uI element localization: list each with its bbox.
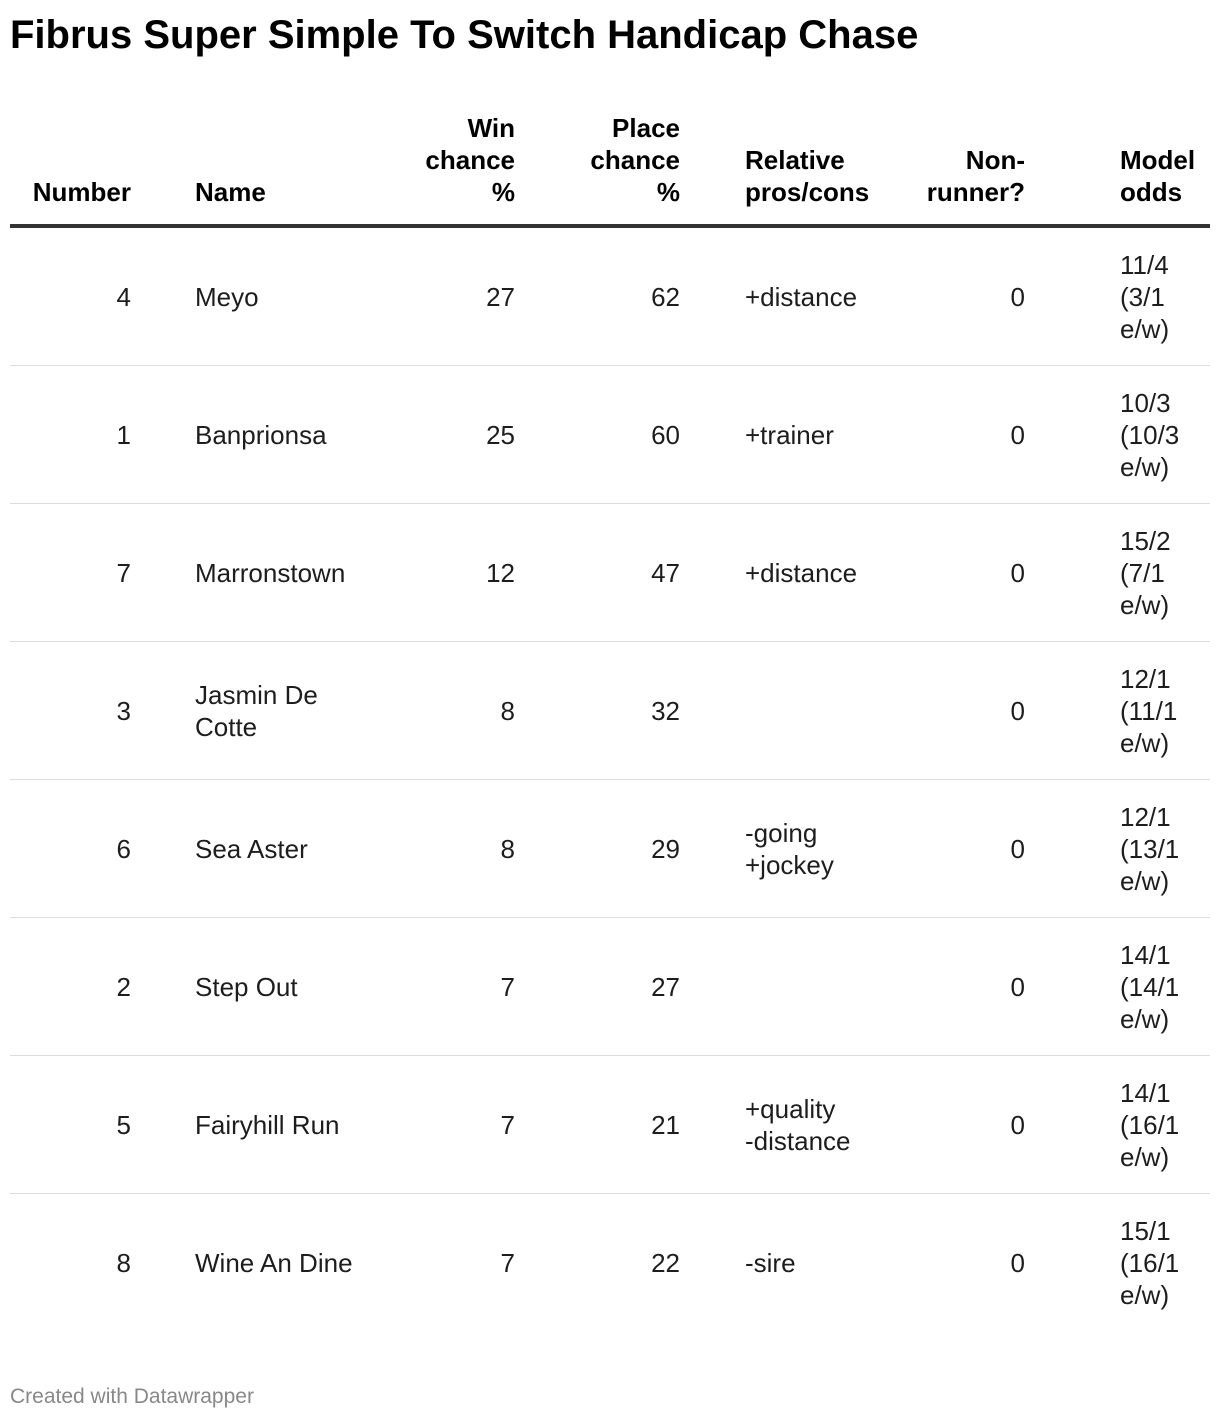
cell-name: Marronstown: [185, 504, 360, 642]
table-row: [10, 1194, 1210, 1332]
table-row: [10, 1056, 1210, 1194]
cell-place-chance: 60: [515, 366, 680, 504]
cell-model-odds: 14/1 (14/1 e/w): [1055, 918, 1210, 1056]
cell-win-chance: 12: [360, 504, 515, 642]
cell-place-chance: 22: [651, 1247, 680, 1278]
table-body: [10, 226, 1210, 1331]
cell-non-runner: 0: [880, 780, 1055, 918]
cell-win-chance: 7: [360, 1056, 515, 1194]
column-header-non-runner: Non- runner?: [880, 112, 1055, 226]
cell-number: 8: [116, 1247, 131, 1278]
cell-non-runner: 0: [1010, 1247, 1025, 1278]
table-row: [10, 642, 1210, 780]
table-row: [10, 918, 1210, 1056]
cell-pros-cons: +quality -distance: [680, 1056, 880, 1194]
cell-name: Wine An Dine: [195, 1247, 353, 1278]
column-header-place-chance: Place chance %: [515, 112, 680, 226]
cell-pros-cons: +distance: [680, 504, 880, 642]
column-header-pros-cons: Relative pros/cons: [680, 112, 880, 226]
cell-number: 2: [10, 918, 185, 1056]
cell-number: 3: [10, 642, 185, 780]
cell-name: Fairyhill Run: [185, 1056, 360, 1194]
chart-title: Fibrus Super Simple To Switch Handicap Chase: [10, 13, 919, 57]
table-row: [10, 780, 1210, 918]
cell-model-odds: 12/1 (13/1 e/w): [1055, 780, 1210, 918]
cell-model-odds: 15/2 (7/1 e/w): [1055, 504, 1210, 642]
cell-pros-cons: -sire: [745, 1247, 796, 1278]
credit-footer: Created with Datawrapper: [10, 1385, 254, 1408]
column-header-model-odds: Model odds: [1055, 112, 1210, 226]
header-row: [10, 112, 1210, 226]
cell-place-chance: 47: [515, 504, 680, 642]
cell-pros-cons: +trainer: [680, 366, 880, 504]
table-row: [10, 504, 1210, 642]
cell-place-chance: 32: [515, 642, 680, 780]
cell-number: 1: [10, 366, 185, 504]
cell-number: 6: [10, 780, 185, 918]
cell-win-chance: 8: [360, 642, 515, 780]
cell-non-runner: 0: [880, 1056, 1055, 1194]
cell-pros-cons: -going +jockey: [680, 780, 880, 918]
cell-name: Meyo: [185, 226, 360, 366]
cell-win-chance: 8: [360, 780, 515, 918]
cell-name: Banprionsa: [185, 366, 360, 504]
cell-model-odds: 15/1 (16/1 e/w): [1120, 1215, 1180, 1310]
cell-model-odds: 10/3 (10/3 e/w): [1055, 366, 1210, 504]
table-row: [10, 226, 1210, 366]
runners-table: [10, 112, 1210, 1331]
cell-win-chance: 7: [500, 1247, 515, 1278]
column-header-number: Number: [10, 112, 185, 226]
table-row: [10, 366, 1210, 504]
cell-non-runner: 0: [880, 642, 1055, 780]
cell-win-chance: 7: [360, 918, 515, 1056]
cell-pros-cons: +distance: [680, 226, 880, 366]
cell-pros-cons: [680, 642, 880, 780]
cell-model-odds: 12/1 (11/1 e/w): [1055, 642, 1210, 780]
column-header-name: Name: [185, 112, 360, 226]
cell-win-chance: 25: [360, 366, 515, 504]
cell-number: 5: [10, 1056, 185, 1194]
cell-model-odds: 11/4 (3/1 e/w): [1055, 226, 1210, 366]
cell-number: 7: [10, 504, 185, 642]
cell-pros-cons: [680, 918, 880, 1056]
cell-non-runner: 0: [880, 366, 1055, 504]
cell-place-chance: 62: [515, 226, 680, 366]
cell-place-chance: 21: [515, 1056, 680, 1194]
cell-name: Step Out: [185, 918, 360, 1056]
cell-non-runner: 0: [880, 226, 1055, 366]
cell-non-runner: 0: [880, 504, 1055, 642]
column-header-win-chance: Win chance %: [360, 112, 515, 226]
cell-place-chance: 29: [515, 780, 680, 918]
cell-model-odds: 14/1 (16/1 e/w): [1055, 1056, 1210, 1194]
cell-non-runner: 0: [880, 918, 1055, 1056]
cell-name: Sea Aster: [185, 780, 360, 918]
cell-place-chance: 27: [515, 918, 680, 1056]
cell-name: Jasmin De Cotte: [185, 642, 360, 780]
cell-number: 4: [10, 226, 185, 366]
cell-win-chance: 27: [360, 226, 515, 366]
